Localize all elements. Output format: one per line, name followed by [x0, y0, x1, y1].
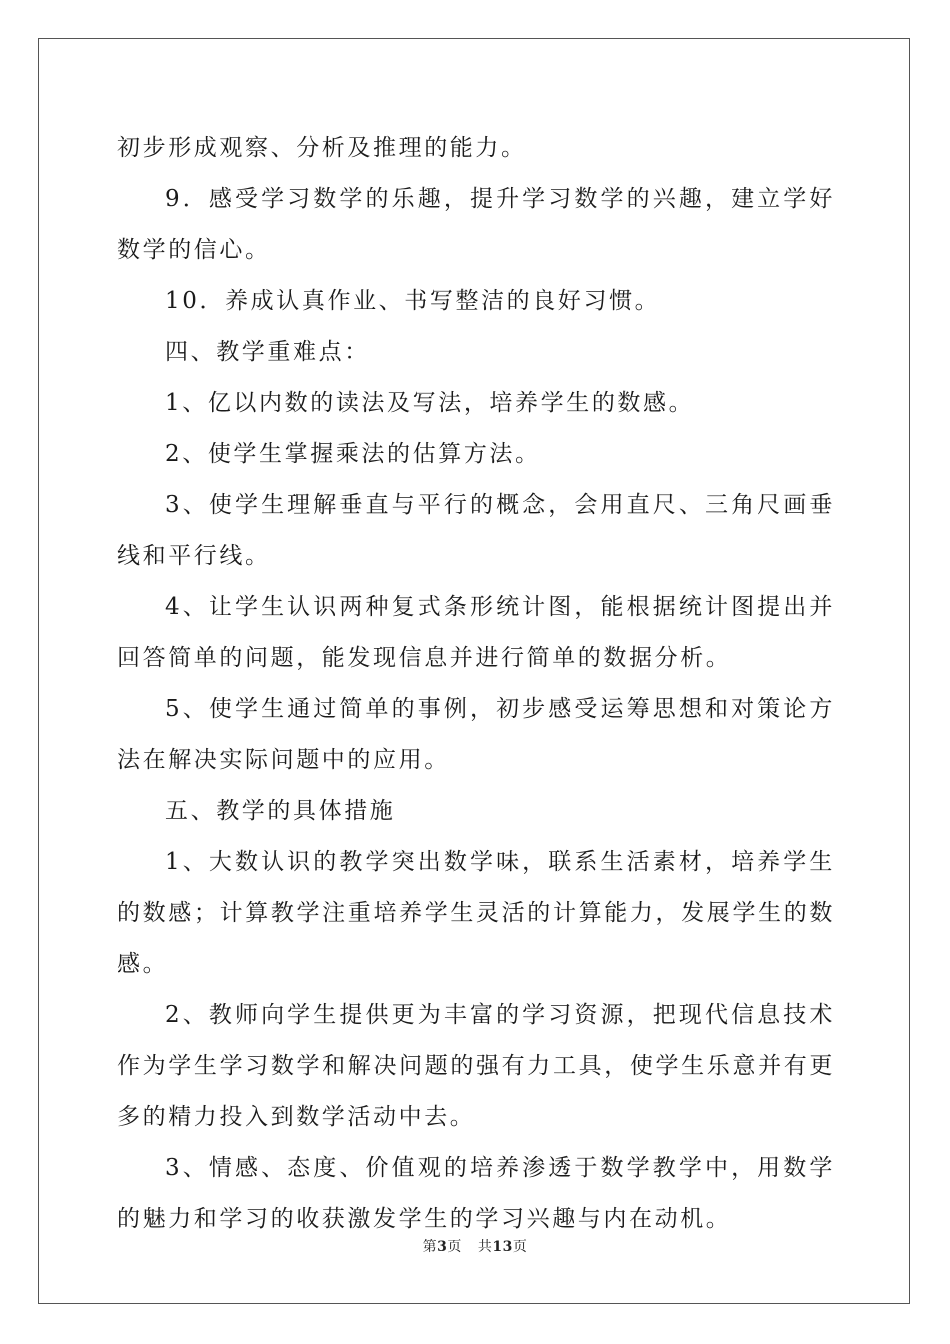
paragraph: 5、使学生通过简单的事例，初步感受运筹思想和对策论方法在解决实际问题中的应用。: [117, 696, 835, 773]
paragraph: 初步形成观察、分析及推理的能力。: [117, 135, 527, 161]
section-heading: 五、教学的具体措施: [165, 798, 396, 824]
paragraph: 4、让学生认识两种复式条形统计图，能根据统计图提出并回答简单的问题，能发现信息并进行简单的数据分析。: [117, 594, 835, 671]
paragraph: 3、情感、态度、价值观的培养渗透于数学教学中，用数学的魅力和学习的收获激发学生的学习兴趣与内在动机。: [117, 1155, 835, 1232]
document-body: [117, 123, 835, 1245]
paragraph: 9．感受学习数学的乐趣，提升学习数学的兴趣，建立学好数学的信心。: [117, 186, 835, 263]
paragraph: 10．养成认真作业、书写整洁的良好习惯。: [165, 288, 661, 314]
paragraph: 2、使学生掌握乘法的估算方法。: [165, 441, 541, 467]
total-pages: 13: [492, 1239, 513, 1255]
page-suffix: 页: [447, 1239, 462, 1255]
paragraph: 1、亿以内数的读法及写法，培养学生的数感。: [165, 390, 695, 416]
page-prefix: 第: [422, 1239, 438, 1255]
paragraph: 1、大数认识的教学突出数学味，联系生活素材，培养学生的数感；计算教学注重培养学生灵活的计算能力，发展学生的数感。: [117, 849, 835, 977]
paragraph: 2、教师向学生提供更为丰富的学习资源，把现代信息技术作为学生学习数学和解决问题的强有力工具，使学生乐意并有更多的精力投入到数学活动中去。: [117, 1002, 835, 1130]
total-prefix: 共: [477, 1239, 493, 1255]
paragraph: 3、使学生理解垂直与平行的概念，会用直尺、三角尺画垂线和平行线。: [117, 492, 835, 569]
total-suffix: 页: [512, 1239, 528, 1255]
page-number: 3: [437, 1239, 448, 1255]
page-footer: [0, 1236, 950, 1256]
section-heading: 四、教学重难点：: [165, 339, 370, 365]
